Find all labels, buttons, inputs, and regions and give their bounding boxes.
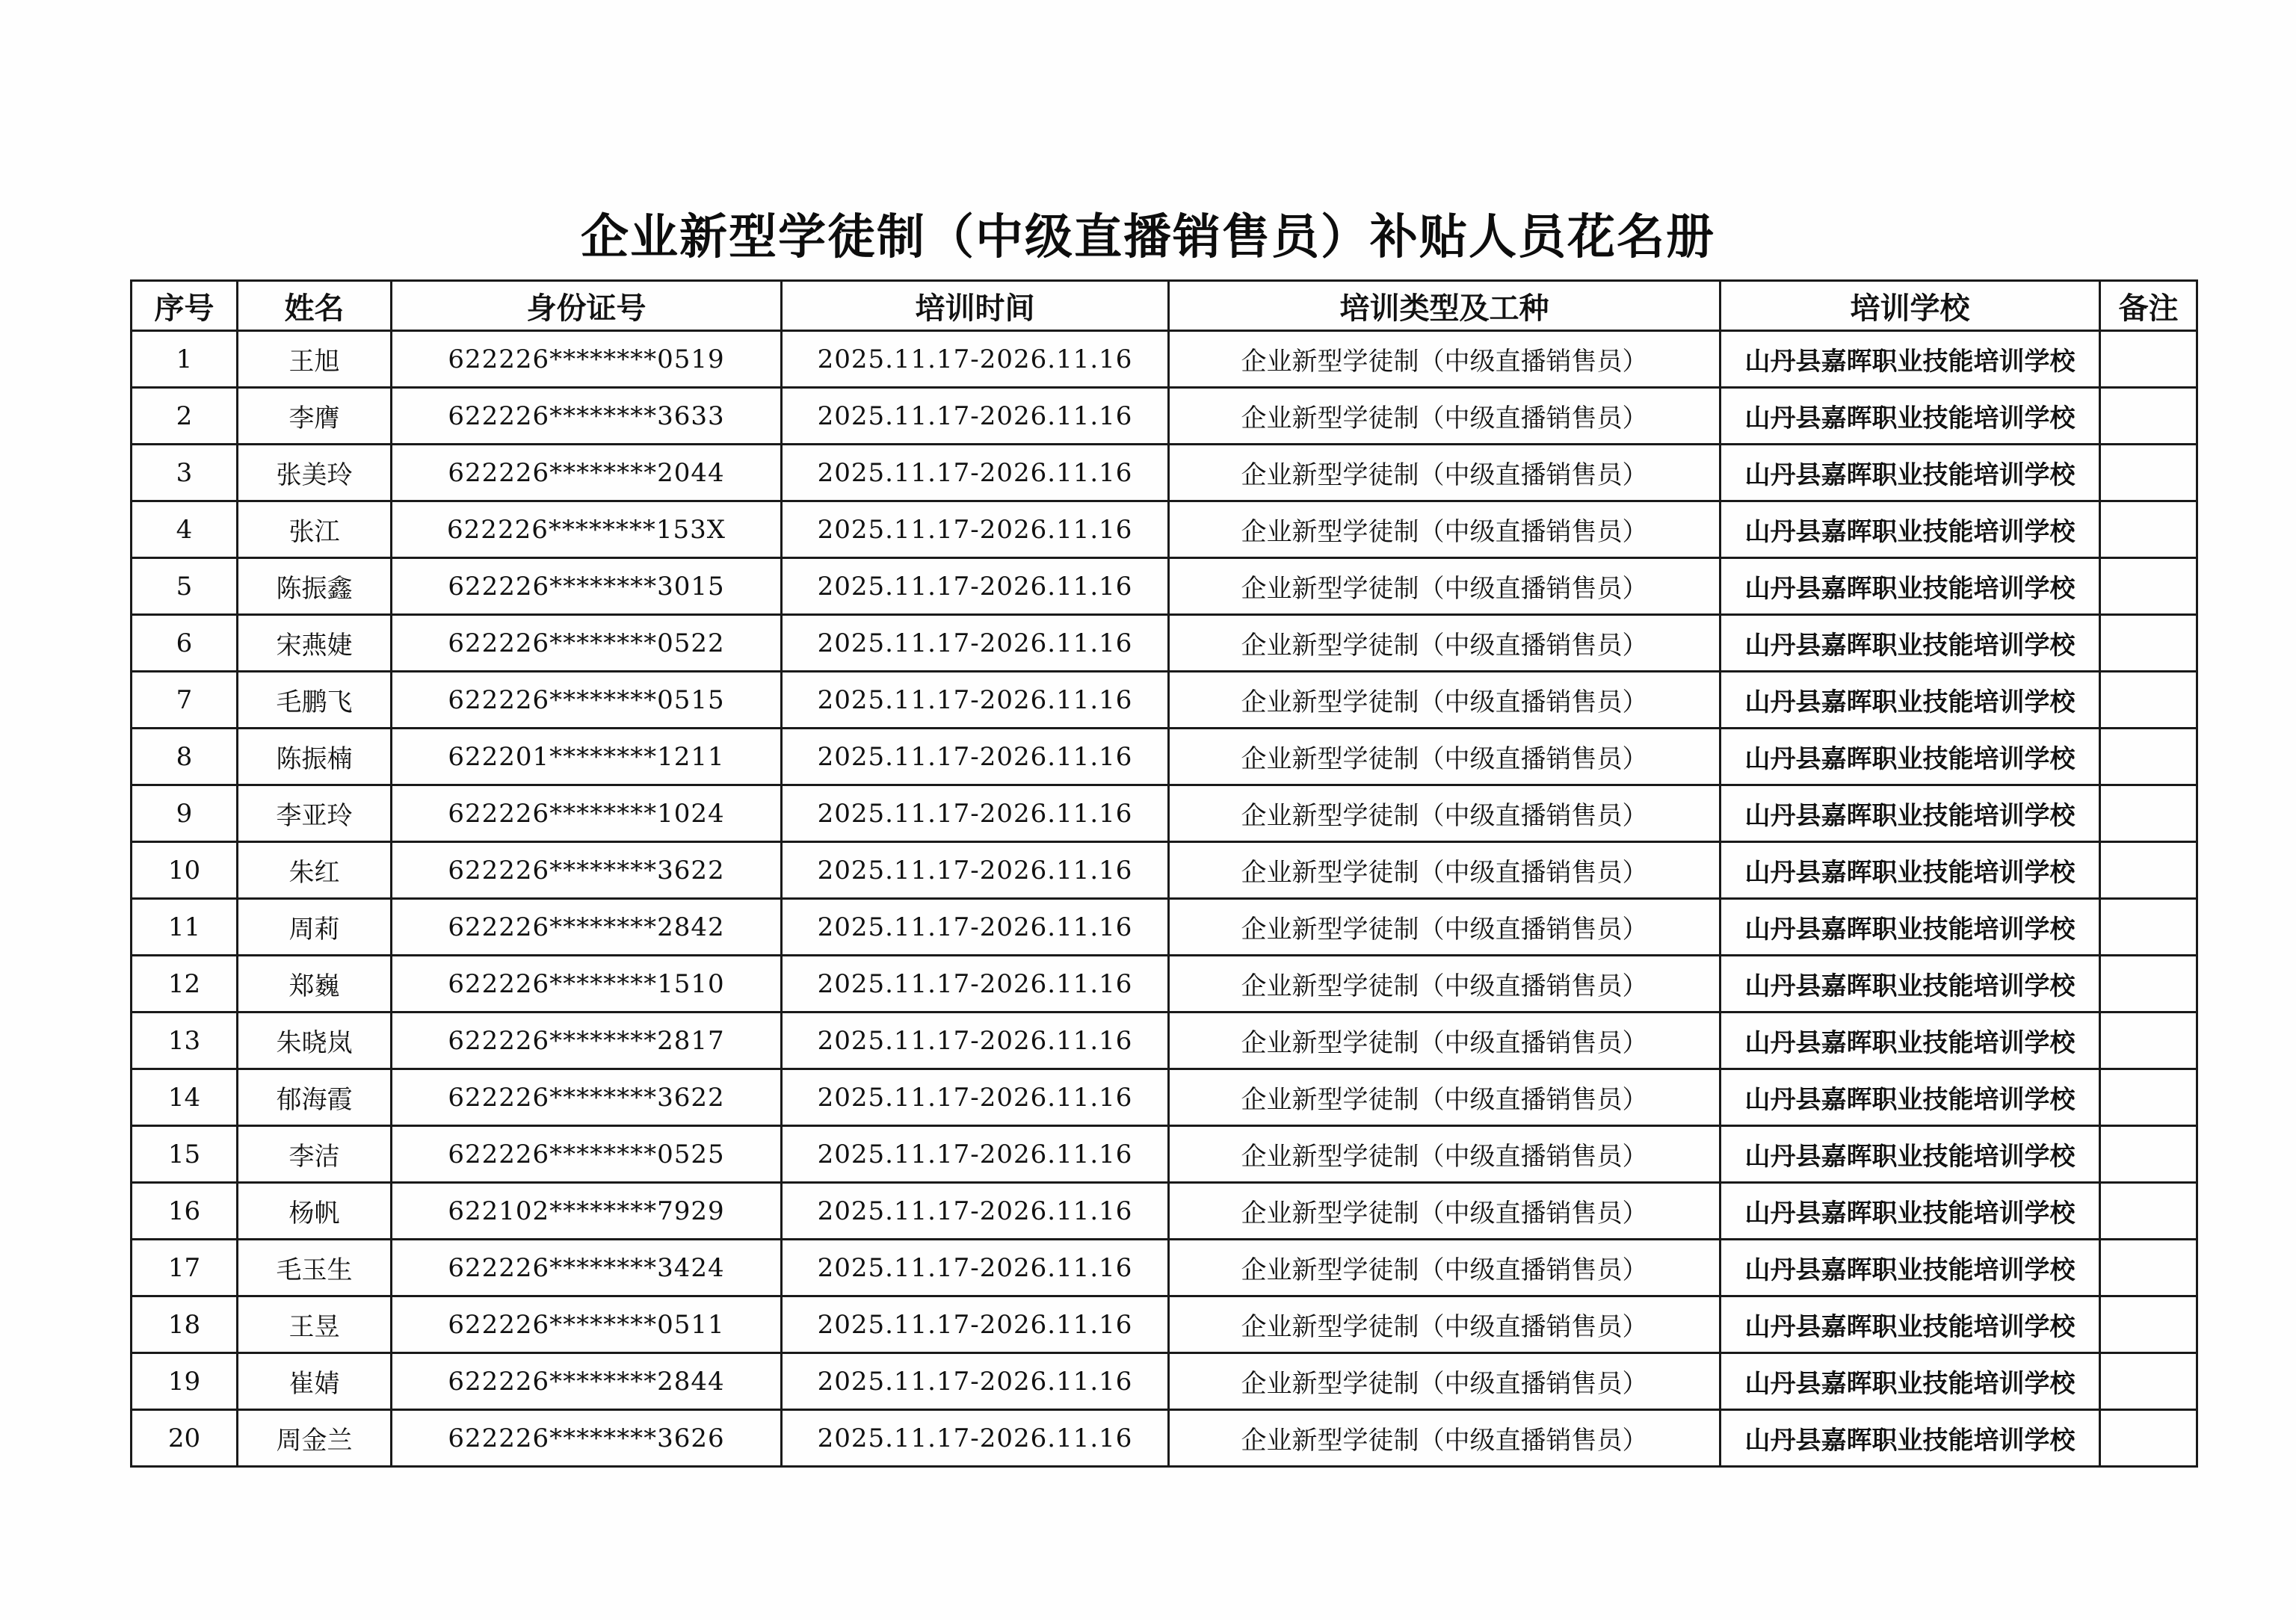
training-type-cell: 企业新型学徒制（中级直播销售员）	[1169, 501, 1721, 558]
table-row	[132, 1296, 2197, 1353]
serial-number-cell: 2	[132, 388, 238, 445]
table-header-row	[132, 281, 2197, 331]
name-cell: 崔婧	[238, 1353, 392, 1410]
id-number-cell: 622226********0525	[392, 1126, 782, 1183]
id-number-cell: 622226********2844	[392, 1353, 782, 1410]
training-school-cell: 山丹县嘉晖职业技能培训学校	[1721, 331, 2100, 388]
training-type-cell: 企业新型学徒制（中级直播销售员）	[1169, 615, 1721, 672]
training-type-cell: 企业新型学徒制（中级直播销售员）	[1169, 785, 1721, 842]
serial-number-cell: 19	[132, 1353, 238, 1410]
table-row	[132, 672, 2197, 729]
training-type-cell: 企业新型学徒制（中级直播销售员）	[1169, 672, 1721, 729]
training-type-cell: 企业新型学徒制（中级直播销售员）	[1169, 1353, 1721, 1410]
id-number-cell: 622226********3622	[392, 1069, 782, 1126]
table-row	[132, 1410, 2197, 1467]
training-school-cell: 山丹县嘉晖职业技能培训学校	[1721, 729, 2100, 785]
training-school-cell: 山丹县嘉晖职业技能培训学校	[1721, 672, 2100, 729]
remarks-cell	[2100, 445, 2197, 501]
training-school-cell: 山丹县嘉晖职业技能培训学校	[1721, 445, 2100, 501]
training-period-cell: 2025.11.17-2026.11.16	[782, 1240, 1169, 1296]
id-number-cell: 622226********1024	[392, 785, 782, 842]
remarks-cell	[2100, 956, 2197, 1012]
id-number-cell: 622226********153X	[392, 501, 782, 558]
training-type-cell: 企业新型学徒制（中级直播销售员）	[1169, 1069, 1721, 1126]
remarks-cell	[2100, 1183, 2197, 1240]
name-cell: 宋燕婕	[238, 615, 392, 672]
training-type-cell: 企业新型学徒制（中级直播销售员）	[1169, 1012, 1721, 1069]
remarks-cell	[2100, 388, 2197, 445]
training-school-cell: 山丹县嘉晖职业技能培训学校	[1721, 1126, 2100, 1183]
remarks-cell	[2100, 615, 2197, 672]
training-type-cell: 企业新型学徒制（中级直播销售员）	[1169, 842, 1721, 899]
id-number-cell: 622226********2842	[392, 899, 782, 956]
training-school-cell: 山丹县嘉晖职业技能培训学校	[1721, 615, 2100, 672]
header-training-type: 培训类型及工种	[1169, 281, 1721, 331]
table-row	[132, 899, 2197, 956]
serial-number-cell: 20	[132, 1410, 238, 1467]
header-id-number: 身份证号	[392, 281, 782, 331]
name-cell: 张江	[238, 501, 392, 558]
training-type-cell: 企业新型学徒制（中级直播销售员）	[1169, 331, 1721, 388]
remarks-cell	[2100, 501, 2197, 558]
table-row	[132, 388, 2197, 445]
table-row	[132, 1183, 2197, 1240]
serial-number-cell: 6	[132, 615, 238, 672]
training-type-cell: 企业新型学徒制（中级直播销售员）	[1169, 729, 1721, 785]
id-number-cell: 622102********7929	[392, 1183, 782, 1240]
training-type-cell: 企业新型学徒制（中级直播销售员）	[1169, 1183, 1721, 1240]
remarks-cell	[2100, 729, 2197, 785]
training-period-cell: 2025.11.17-2026.11.16	[782, 1296, 1169, 1353]
id-number-cell: 622226********3015	[392, 558, 782, 615]
serial-number-cell: 11	[132, 899, 238, 956]
header-training-school: 培训学校	[1721, 281, 2100, 331]
table-row	[132, 615, 2197, 672]
training-period-cell: 2025.11.17-2026.11.16	[782, 501, 1169, 558]
remarks-cell	[2100, 1012, 2197, 1069]
remarks-cell	[2100, 1296, 2197, 1353]
training-period-cell: 2025.11.17-2026.11.16	[782, 956, 1169, 1012]
id-number-cell: 622226********0519	[392, 331, 782, 388]
id-number-cell: 622226********0511	[392, 1296, 782, 1353]
remarks-cell	[2100, 1353, 2197, 1410]
training-type-cell: 企业新型学徒制（中级直播销售员）	[1169, 899, 1721, 956]
serial-number-cell: 8	[132, 729, 238, 785]
training-type-cell: 企业新型学徒制（中级直播销售员）	[1169, 558, 1721, 615]
remarks-cell	[2100, 1410, 2197, 1467]
document-title: 企业新型学徒制（中级直播销售员）补贴人员花名册	[581, 210, 1715, 265]
serial-number-cell: 3	[132, 445, 238, 501]
table-row	[132, 842, 2197, 899]
training-period-cell: 2025.11.17-2026.11.16	[782, 1012, 1169, 1069]
training-school-cell: 山丹县嘉晖职业技能培训学校	[1721, 956, 2100, 1012]
table-row	[132, 1353, 2197, 1410]
name-cell: 王昱	[238, 1296, 392, 1353]
training-period-cell: 2025.11.17-2026.11.16	[782, 785, 1169, 842]
remarks-cell	[2100, 672, 2197, 729]
id-number-cell: 622226********0515	[392, 672, 782, 729]
id-number-cell: 622226********2817	[392, 1012, 782, 1069]
remarks-cell	[2100, 842, 2197, 899]
id-number-cell: 622226********1510	[392, 956, 782, 1012]
training-school-cell: 山丹县嘉晖职业技能培训学校	[1721, 1240, 2100, 1296]
name-cell: 周金兰	[238, 1410, 392, 1467]
header-name: 姓名	[238, 281, 392, 331]
name-cell: 张美玲	[238, 445, 392, 501]
id-number-cell: 622226********3622	[392, 842, 782, 899]
remarks-cell	[2100, 785, 2197, 842]
training-period-cell: 2025.11.17-2026.11.16	[782, 842, 1169, 899]
training-school-cell: 山丹县嘉晖职业技能培训学校	[1721, 388, 2100, 445]
remarks-cell	[2100, 899, 2197, 956]
name-cell: 毛鹏飞	[238, 672, 392, 729]
serial-number-cell: 4	[132, 501, 238, 558]
training-school-cell: 山丹县嘉晖职业技能培训学校	[1721, 1012, 2100, 1069]
training-type-cell: 企业新型学徒制（中级直播销售员）	[1169, 1240, 1721, 1296]
training-period-cell: 2025.11.17-2026.11.16	[782, 445, 1169, 501]
name-cell: 周莉	[238, 899, 392, 956]
training-period-cell: 2025.11.17-2026.11.16	[782, 331, 1169, 388]
training-type-cell: 企业新型学徒制（中级直播销售员）	[1169, 956, 1721, 1012]
name-cell: 陈振楠	[238, 729, 392, 785]
name-cell: 朱晓岚	[238, 1012, 392, 1069]
name-cell: 李膺	[238, 388, 392, 445]
table-row	[132, 558, 2197, 615]
training-period-cell: 2025.11.17-2026.11.16	[782, 672, 1169, 729]
training-school-cell: 山丹县嘉晖职业技能培训学校	[1721, 1069, 2100, 1126]
training-period-cell: 2025.11.17-2026.11.16	[782, 1183, 1169, 1240]
serial-number-cell: 9	[132, 785, 238, 842]
training-school-cell: 山丹县嘉晖职业技能培训学校	[1721, 842, 2100, 899]
header-serial-number: 序号	[132, 281, 238, 331]
training-type-cell: 企业新型学徒制（中级直播销售员）	[1169, 1126, 1721, 1183]
serial-number-cell: 12	[132, 956, 238, 1012]
training-period-cell: 2025.11.17-2026.11.16	[782, 1410, 1169, 1467]
serial-number-cell: 17	[132, 1240, 238, 1296]
table-row	[132, 445, 2197, 501]
training-period-cell: 2025.11.17-2026.11.16	[782, 388, 1169, 445]
header-training-period: 培训时间	[782, 281, 1169, 331]
table-row	[132, 501, 2197, 558]
id-number-cell: 622201********1211	[392, 729, 782, 785]
id-number-cell: 622226********2044	[392, 445, 782, 501]
training-school-cell: 山丹县嘉晖职业技能培训学校	[1721, 1183, 2100, 1240]
training-school-cell: 山丹县嘉晖职业技能培训学校	[1721, 501, 2100, 558]
serial-number-cell: 13	[132, 1012, 238, 1069]
serial-number-cell: 1	[132, 331, 238, 388]
training-school-cell: 山丹县嘉晖职业技能培训学校	[1721, 1410, 2100, 1467]
serial-number-cell: 10	[132, 842, 238, 899]
serial-number-cell: 18	[132, 1296, 238, 1353]
name-cell: 郑巍	[238, 956, 392, 1012]
training-school-cell: 山丹县嘉晖职业技能培训学校	[1721, 785, 2100, 842]
remarks-cell	[2100, 1240, 2197, 1296]
training-school-cell: 山丹县嘉晖职业技能培训学校	[1721, 899, 2100, 956]
training-type-cell: 企业新型学徒制（中级直播销售员）	[1169, 388, 1721, 445]
serial-number-cell: 7	[132, 672, 238, 729]
remarks-cell	[2100, 558, 2197, 615]
training-type-cell: 企业新型学徒制（中级直播销售员）	[1169, 445, 1721, 501]
remarks-cell	[2100, 331, 2197, 388]
name-cell: 杨帆	[238, 1183, 392, 1240]
training-type-cell: 企业新型学徒制（中级直播销售员）	[1169, 1296, 1721, 1353]
serial-number-cell: 14	[132, 1069, 238, 1126]
table-body	[132, 331, 2197, 1467]
id-number-cell: 622226********3424	[392, 1240, 782, 1296]
id-number-cell: 622226********0522	[392, 615, 782, 672]
remarks-cell	[2100, 1069, 2197, 1126]
training-period-cell: 2025.11.17-2026.11.16	[782, 1126, 1169, 1183]
table-row	[132, 1012, 2197, 1069]
training-period-cell: 2025.11.17-2026.11.16	[782, 558, 1169, 615]
id-number-cell: 622226********3626	[392, 1410, 782, 1467]
table-row	[132, 1240, 2197, 1296]
name-cell: 王旭	[238, 331, 392, 388]
name-cell: 陈振鑫	[238, 558, 392, 615]
serial-number-cell: 5	[132, 558, 238, 615]
table-row	[132, 1126, 2197, 1183]
table-row	[132, 331, 2197, 388]
serial-number-cell: 16	[132, 1183, 238, 1240]
training-period-cell: 2025.11.17-2026.11.16	[782, 615, 1169, 672]
name-cell: 李亚玲	[238, 785, 392, 842]
training-type-cell: 企业新型学徒制（中级直播销售员）	[1169, 1410, 1721, 1467]
training-period-cell: 2025.11.17-2026.11.16	[782, 1353, 1169, 1410]
id-number-cell: 622226********3633	[392, 388, 782, 445]
training-school-cell: 山丹县嘉晖职业技能培训学校	[1721, 1353, 2100, 1410]
training-school-cell: 山丹县嘉晖职业技能培训学校	[1721, 558, 2100, 615]
table-row	[132, 729, 2197, 785]
name-cell: 李洁	[238, 1126, 392, 1183]
name-cell: 朱红	[238, 842, 392, 899]
name-cell: 毛玉生	[238, 1240, 392, 1296]
table-row	[132, 956, 2197, 1012]
header-remarks: 备注	[2100, 281, 2197, 331]
remarks-cell	[2100, 1126, 2197, 1183]
table-row	[132, 785, 2197, 842]
training-period-cell: 2025.11.17-2026.11.16	[782, 899, 1169, 956]
training-school-cell: 山丹县嘉晖职业技能培训学校	[1721, 1296, 2100, 1353]
table-row	[132, 1069, 2197, 1126]
subsidy-roster-table	[130, 279, 2198, 1468]
training-period-cell: 2025.11.17-2026.11.16	[782, 1069, 1169, 1126]
name-cell: 郁海霞	[238, 1069, 392, 1126]
serial-number-cell: 15	[132, 1126, 238, 1183]
training-period-cell: 2025.11.17-2026.11.16	[782, 729, 1169, 785]
